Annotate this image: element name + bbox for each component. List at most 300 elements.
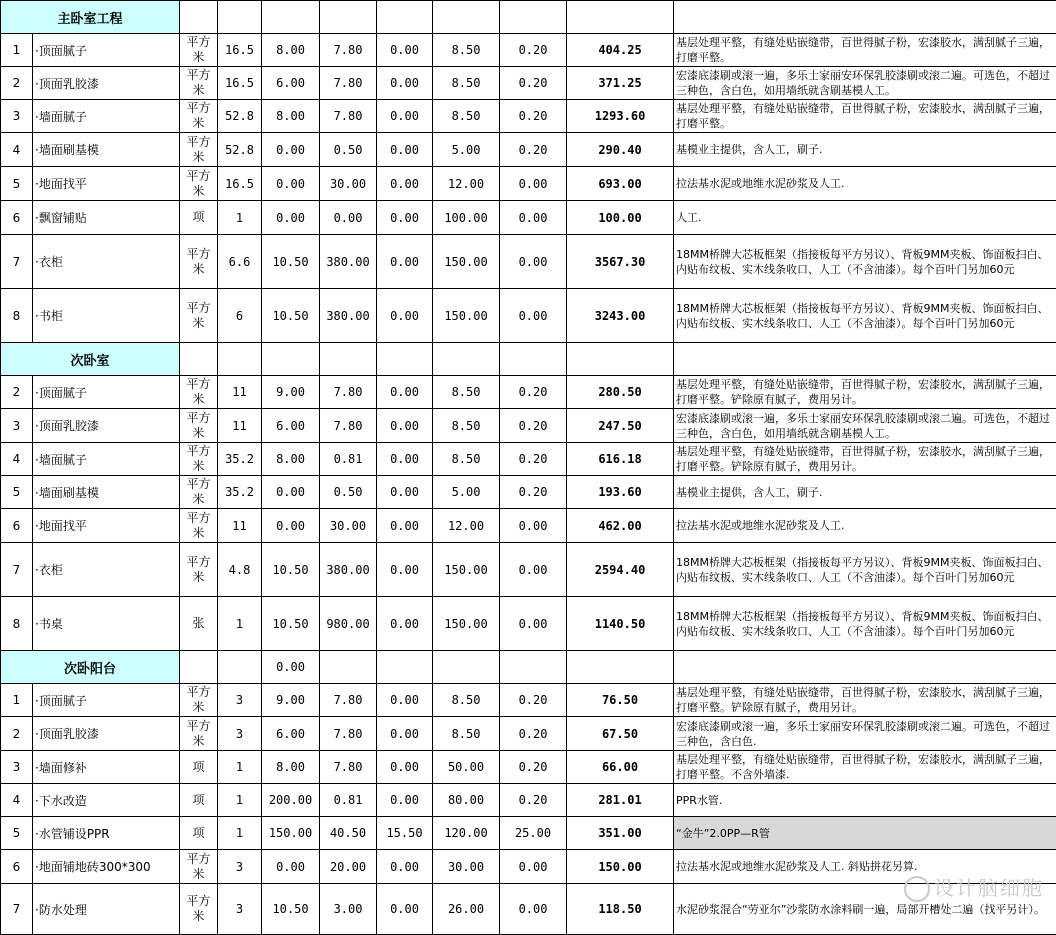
cell-c3: 0.00: [377, 67, 433, 100]
section-title: 次卧室: [1, 343, 180, 376]
cell-note: 18MM桥牌大芯板框架（指接板每平方另议）、背板9MM夹板、饰面板扫白、内贴布纹板、实木线条收口、人工（不含油漆）。每个百叶门另加60元: [674, 289, 1056, 343]
cell-note: 基模业主提供，含人工，刷子.: [674, 133, 1056, 167]
section-header-row: [1, 343, 1056, 376]
cell-c3: 0.00: [377, 235, 433, 289]
table-row: [1, 409, 1056, 443]
cell-c4: 8.50: [433, 67, 500, 100]
cell-c5: 0.00: [500, 850, 567, 884]
cell-unit: 平方米: [180, 67, 218, 100]
cell-total: 193.60: [567, 476, 674, 509]
cell-c1: 6.00: [262, 717, 320, 751]
cell-unit: 平方米: [180, 409, 218, 443]
cell-unit: 平方米: [180, 133, 218, 167]
cell-c1: 8.00: [262, 100, 320, 133]
cell-c3: 0.00: [377, 597, 433, 651]
cell-note: 基层处理平整，有缝处贴嵌缝带，百世得腻子粉，宏漆胶水，满刮腻子三遍，打磨平整。不含外墙漆.: [674, 751, 1056, 784]
cell-qty: 1: [218, 751, 262, 784]
section-title: 主卧室工程: [1, 1, 180, 34]
cell-no: 2: [1, 717, 33, 751]
table-row: [1, 235, 1056, 289]
empty-cell: [180, 651, 218, 684]
cell-c2: 7.80: [320, 684, 377, 717]
cell-c5: 0.00: [500, 509, 567, 543]
cell-unit: 平方米: [180, 235, 218, 289]
cell-qty: 1: [218, 201, 262, 235]
cell-qty: 3: [218, 850, 262, 884]
cell-note: 宏漆底漆刷或滚一遍，多乐士家丽安环保乳胶漆刷或滚二遍。可选色，不超过三种色，含白色.: [674, 717, 1056, 751]
cell-c1: 6.00: [262, 67, 320, 100]
cell-name: ·墙面腻子: [33, 443, 180, 476]
table-row: [1, 67, 1056, 100]
cell-qty: 4.8: [218, 543, 262, 597]
cell-c5: 0.20: [500, 784, 567, 817]
cell-c2: 20.00: [320, 850, 377, 884]
section-title: 次卧阳台: [1, 651, 180, 684]
cell-c5: 0.20: [500, 684, 567, 717]
cell-qty: 35.2: [218, 443, 262, 476]
cell-name: ·墙面刷基模: [33, 133, 180, 167]
cell-c4: 8.50: [433, 684, 500, 717]
cell-note: 拉法基水泥或地维水泥砂浆及人工.: [674, 167, 1056, 201]
cell-qty: 3: [218, 884, 262, 935]
cell-unit: 平方米: [180, 476, 218, 509]
cell-total: 76.50: [567, 684, 674, 717]
empty-cell: [377, 1, 433, 34]
cell-c3: 0.00: [377, 717, 433, 751]
cell-no: 6: [1, 509, 33, 543]
cell-total: 1140.50: [567, 597, 674, 651]
cell-qty: 3: [218, 717, 262, 751]
cell-qty: 52.8: [218, 100, 262, 133]
empty-cell: [320, 1, 377, 34]
empty-cell: [500, 343, 567, 376]
cell-c3: 0.00: [377, 884, 433, 935]
cell-c5: 0.00: [500, 235, 567, 289]
cell-qty: 52.8: [218, 133, 262, 167]
cell-total: 371.25: [567, 67, 674, 100]
cell-total: 100.00: [567, 201, 674, 235]
cell-no: 2: [1, 67, 33, 100]
cell-unit: 平方米: [180, 100, 218, 133]
cell-c3: 0.00: [377, 784, 433, 817]
cell-c1: 8.00: [262, 751, 320, 784]
cell-unit: 平方米: [180, 167, 218, 201]
cell-name: ·衣柜: [33, 235, 180, 289]
cell-name: ·墙面腻子: [33, 100, 180, 133]
watermark-text: 设计脑细胞: [934, 876, 1044, 900]
cell-name: ·墙面刷基模: [33, 476, 180, 509]
empty-cell: [674, 1, 1056, 34]
cell-name: ·衣柜: [33, 543, 180, 597]
cell-total: 462.00: [567, 509, 674, 543]
cell-c2: 0.81: [320, 443, 377, 476]
cell-total: 247.50: [567, 409, 674, 443]
cell-unit: 平方米: [180, 34, 218, 67]
cell-note: 18MM桥牌大芯板框架（指接板每平方另议）、背板9MM夹板、饰面板扫白、内贴布纹板、实木线条收口、人工（不含油漆）。每个百叶门另加60元: [674, 543, 1056, 597]
cell-total: 66.00: [567, 751, 674, 784]
cell-no: 7: [1, 543, 33, 597]
cell-name: ·水管铺设PPR: [33, 817, 180, 850]
cell-note: 基层处理平整，有缝处贴嵌缝带，百世得腻子粉，宏漆胶水，满刮腻子三遍，打磨平整。铲除原有腻子，费用另计。: [674, 376, 1056, 409]
cell-c5: 0.20: [500, 717, 567, 751]
table-row: [1, 543, 1056, 597]
cell-c4: 8.50: [433, 376, 500, 409]
cell-unit: 平方米: [180, 543, 218, 597]
cell-c2: 0.00: [320, 201, 377, 235]
cell-c4: 26.00: [433, 884, 500, 935]
cell-total: 67.50: [567, 717, 674, 751]
empty-cell: [218, 343, 262, 376]
cell-c4: 5.00: [433, 133, 500, 167]
cell-c5: 0.00: [500, 597, 567, 651]
cell-c4: 8.50: [433, 34, 500, 67]
cell-c2: 380.00: [320, 235, 377, 289]
cell-unit: 平方米: [180, 376, 218, 409]
cell-c2: 40.50: [320, 817, 377, 850]
cell-name: ·地面找平: [33, 509, 180, 543]
cell-total: 281.01: [567, 784, 674, 817]
cell-c2: 30.00: [320, 167, 377, 201]
cell-no: 8: [1, 597, 33, 651]
cell-c4: 12.00: [433, 167, 500, 201]
cell-c1: 150.00: [262, 817, 320, 850]
cell-name: ·防水处理: [33, 884, 180, 935]
cell-no: 5: [1, 476, 33, 509]
cell-total: 290.40: [567, 133, 674, 167]
watermark: [904, 872, 1044, 903]
cell-note: “金牛”2.0PP—R管: [674, 817, 1056, 850]
cell-qty: 3: [218, 684, 262, 717]
table-row: [1, 597, 1056, 651]
cell-c2: 3.00: [320, 884, 377, 935]
cell-c5: 0.20: [500, 67, 567, 100]
table-row: [1, 100, 1056, 133]
cell-no: 6: [1, 850, 33, 884]
cell-no: 7: [1, 884, 33, 935]
cell-c3: 0.00: [377, 509, 433, 543]
cell-total: 1293.60: [567, 100, 674, 133]
section-extra-value: 0.00: [262, 651, 320, 684]
cell-name: ·书桌: [33, 597, 180, 651]
cell-note: 宏漆底漆刷或滚一遍，多乐士家丽安环保乳胶漆刷或滚二遍。可选色，不超过三种色，含白色，如用墙纸就含刷基模人工。: [674, 409, 1056, 443]
cell-no: 3: [1, 751, 33, 784]
cell-qty: 16.5: [218, 67, 262, 100]
table-row: [1, 684, 1056, 717]
cell-c4: 8.50: [433, 443, 500, 476]
cell-total: 118.50: [567, 884, 674, 935]
cell-note: 基层处理平整，有缝处贴嵌缝带，百世得腻子粉，宏漆胶水，满刮腻子三遍，打磨平整。铲除原有腻子，费用另计。: [674, 684, 1056, 717]
cell-qty: 11: [218, 376, 262, 409]
cell-c2: 980.00: [320, 597, 377, 651]
wechat-logo-icon: [904, 876, 930, 902]
cell-c4: 150.00: [433, 235, 500, 289]
cell-c1: 9.00: [262, 376, 320, 409]
empty-cell: [218, 1, 262, 34]
table-row: [1, 509, 1056, 543]
cell-no: 4: [1, 784, 33, 817]
cell-c1: 8.00: [262, 443, 320, 476]
cell-note: 拉法基水泥或地维水泥砂浆及人工. 斜贴拼花另算.: [674, 850, 1056, 884]
cell-c3: 0.00: [377, 167, 433, 201]
cell-unit: 平方米: [180, 850, 218, 884]
cell-c2: 7.80: [320, 100, 377, 133]
cell-note: 基层处理平整，有缝处贴嵌缝带，百世得腻子粉，宏漆胶水，满刮腻子三遍，打磨平整。: [674, 100, 1056, 133]
cell-c1: 10.50: [262, 543, 320, 597]
table-row: [1, 376, 1056, 409]
table-row: [1, 443, 1056, 476]
cell-c1: 6.00: [262, 409, 320, 443]
empty-cell: [218, 651, 262, 684]
cell-c1: 0.00: [262, 167, 320, 201]
table-row: [1, 751, 1056, 784]
empty-cell: [500, 651, 567, 684]
cell-c4: 150.00: [433, 597, 500, 651]
cell-no: 5: [1, 167, 33, 201]
cell-unit: 项: [180, 817, 218, 850]
cell-c4: 8.50: [433, 100, 500, 133]
cell-c4: 50.00: [433, 751, 500, 784]
cell-qty: 1: [218, 597, 262, 651]
empty-cell: [433, 651, 500, 684]
table-row: [1, 850, 1056, 884]
cell-qty: 6: [218, 289, 262, 343]
cell-total: 2594.40: [567, 543, 674, 597]
cell-c4: 120.00: [433, 817, 500, 850]
cell-name: ·顶面乳胶漆: [33, 717, 180, 751]
cell-note: 基模业主提供，含人工，刷子.: [674, 476, 1056, 509]
cell-note: 拉法基水泥或地维水泥砂浆及人工.: [674, 509, 1056, 543]
cell-total: 616.18: [567, 443, 674, 476]
empty-cell: [674, 651, 1056, 684]
cell-total: 3243.00: [567, 289, 674, 343]
empty-cell: [674, 343, 1056, 376]
cell-no: 2: [1, 376, 33, 409]
cell-c4: 100.00: [433, 201, 500, 235]
cell-unit: 项: [180, 751, 218, 784]
cell-c5: 0.00: [500, 543, 567, 597]
section-extra-value: [262, 1, 320, 34]
cell-c2: 0.81: [320, 784, 377, 817]
cell-total: 693.00: [567, 167, 674, 201]
cell-c4: 30.00: [433, 850, 500, 884]
table-row: [1, 476, 1056, 509]
cell-c2: 7.80: [320, 409, 377, 443]
cell-total: 404.25: [567, 34, 674, 67]
cell-c4: 5.00: [433, 476, 500, 509]
cell-c1: 10.50: [262, 597, 320, 651]
cell-c5: 0.00: [500, 201, 567, 235]
cell-no: 4: [1, 133, 33, 167]
cell-c2: 0.50: [320, 476, 377, 509]
cell-c3: 0.00: [377, 476, 433, 509]
cell-c2: 7.80: [320, 376, 377, 409]
cell-name: ·下水改造: [33, 784, 180, 817]
empty-cell: [500, 1, 567, 34]
cell-c3: 0.00: [377, 684, 433, 717]
cell-unit: 平方米: [180, 717, 218, 751]
cell-c5: 25.00: [500, 817, 567, 850]
cell-unit: 张: [180, 597, 218, 651]
cell-unit: 平方米: [180, 443, 218, 476]
cell-c1: 0.00: [262, 201, 320, 235]
cell-c3: 0.00: [377, 443, 433, 476]
table-row: [1, 201, 1056, 235]
cell-c5: 0.00: [500, 167, 567, 201]
cell-note: 18MM桥牌大芯板框架（指接板每平方另议）、背板9MM夹板、饰面板扫白、内贴布纹板、实木线条收口、人工（不含油漆）。每个百叶门另加60元: [674, 597, 1056, 651]
cell-c5: 0.20: [500, 133, 567, 167]
cell-name: ·顶面腻子: [33, 376, 180, 409]
cell-c2: 7.80: [320, 34, 377, 67]
section-header-row: [1, 651, 1056, 684]
empty-cell: [180, 1, 218, 34]
cell-unit: 项: [180, 784, 218, 817]
cell-no: 1: [1, 684, 33, 717]
cell-unit: 平方米: [180, 684, 218, 717]
table-row: [1, 133, 1056, 167]
cell-c1: 0.00: [262, 133, 320, 167]
cell-note: 18MM桥牌大芯板框架（指接板每平方另议）、背板9MM夹板、饰面板扫白、内贴布纹板、实木线条收口、人工（不含油漆）。每个百叶门另加60元: [674, 235, 1056, 289]
cell-c4: 12.00: [433, 509, 500, 543]
cell-c5: 0.20: [500, 34, 567, 67]
cell-qty: 11: [218, 509, 262, 543]
table-row: [1, 817, 1056, 850]
empty-cell: [567, 651, 674, 684]
empty-cell: [377, 343, 433, 376]
table-row: [1, 717, 1056, 751]
empty-cell: [567, 343, 674, 376]
cell-qty: 11: [218, 409, 262, 443]
table-row: [1, 167, 1056, 201]
cell-no: 7: [1, 235, 33, 289]
cell-no: 4: [1, 443, 33, 476]
cell-c3: 0.00: [377, 376, 433, 409]
cell-no: 1: [1, 34, 33, 67]
empty-cell: [320, 651, 377, 684]
cell-c4: 150.00: [433, 543, 500, 597]
table-row: [1, 34, 1056, 67]
empty-cell: [433, 343, 500, 376]
cell-c5: 0.20: [500, 476, 567, 509]
cell-c2: 7.80: [320, 717, 377, 751]
cell-unit: 项: [180, 201, 218, 235]
cell-note: 水泥砂浆混合“劳亚尔”沙浆防水涂料刷一遍，局部开槽处二遍（找平另计）。: [674, 884, 1056, 935]
cell-c3: 0.00: [377, 751, 433, 784]
cell-c1: 0.00: [262, 509, 320, 543]
cell-no: 5: [1, 817, 33, 850]
cell-c2: 380.00: [320, 543, 377, 597]
cell-name: ·顶面乳胶漆: [33, 67, 180, 100]
cell-name: ·飘窗铺贴: [33, 201, 180, 235]
cell-name: ·地面铺地砖300*300: [33, 850, 180, 884]
section-extra-value: [262, 343, 320, 376]
cell-no: 8: [1, 289, 33, 343]
empty-cell: [377, 651, 433, 684]
cell-c2: 7.80: [320, 751, 377, 784]
cell-qty: 35.2: [218, 476, 262, 509]
cell-total: 280.50: [567, 376, 674, 409]
cell-qty: 16.5: [218, 167, 262, 201]
cell-c5: 0.20: [500, 443, 567, 476]
cell-c5: 0.20: [500, 751, 567, 784]
cell-c4: 150.00: [433, 289, 500, 343]
cell-c3: 0.00: [377, 34, 433, 67]
cell-c1: 0.00: [262, 850, 320, 884]
cell-no: 6: [1, 201, 33, 235]
section-header-row: [1, 1, 1056, 34]
table-row: [1, 884, 1056, 935]
cell-c1: 200.00: [262, 784, 320, 817]
cell-total: 150.00: [567, 850, 674, 884]
cell-name: ·顶面腻子: [33, 684, 180, 717]
cell-unit: 平方米: [180, 509, 218, 543]
cell-qty: 1: [218, 784, 262, 817]
table-row: [1, 289, 1056, 343]
cell-total: 351.00: [567, 817, 674, 850]
cell-qty: 16.5: [218, 34, 262, 67]
cell-c5: 0.20: [500, 376, 567, 409]
cell-c2: 30.00: [320, 509, 377, 543]
cell-c3: 15.50: [377, 817, 433, 850]
cell-c1: 10.50: [262, 884, 320, 935]
cell-name: ·地面找平: [33, 167, 180, 201]
cell-no: 3: [1, 100, 33, 133]
cell-c3: 0.00: [377, 543, 433, 597]
cell-c3: 0.00: [377, 850, 433, 884]
cell-note: 人工.: [674, 201, 1056, 235]
cell-note: 基层处理平整，有缝处贴嵌缝带，百世得腻子粉，宏漆胶水，满刮腻子三遍，打磨平整。: [674, 34, 1056, 67]
cell-c5: 0.20: [500, 409, 567, 443]
cell-c5: 0.00: [500, 289, 567, 343]
cell-c4: 80.00: [433, 784, 500, 817]
table-row: [1, 784, 1056, 817]
cell-c4: 8.50: [433, 409, 500, 443]
cell-c1: 9.00: [262, 684, 320, 717]
cell-c3: 0.00: [377, 100, 433, 133]
empty-cell: [567, 1, 674, 34]
cell-total: 3567.30: [567, 235, 674, 289]
cell-c1: 0.00: [262, 476, 320, 509]
cell-note: 宏漆底漆刷或滚一遍，多乐士家丽安环保乳胶漆刷或滚二遍。可选色，不超过三种色，含白色，如用墙纸就含刷基模人工。: [674, 67, 1056, 100]
cell-c5: 0.00: [500, 884, 567, 935]
cell-note: PPR水管.: [674, 784, 1056, 817]
cell-c2: 7.80: [320, 67, 377, 100]
cell-c1: 10.50: [262, 289, 320, 343]
cell-c1: 8.00: [262, 34, 320, 67]
cell-name: ·顶面腻子: [33, 34, 180, 67]
cell-qty: 6.6: [218, 235, 262, 289]
empty-cell: [180, 343, 218, 376]
cell-c3: 0.00: [377, 133, 433, 167]
cell-name: ·墙面修补: [33, 751, 180, 784]
cell-name: ·顶面乳胶漆: [33, 409, 180, 443]
cell-c3: 0.00: [377, 289, 433, 343]
empty-cell: [433, 1, 500, 34]
cell-qty: 1: [218, 817, 262, 850]
cell-c2: 0.50: [320, 133, 377, 167]
cell-c4: 8.50: [433, 717, 500, 751]
cell-unit: 平方米: [180, 289, 218, 343]
cell-c3: 0.00: [377, 409, 433, 443]
cell-unit: 平方米: [180, 884, 218, 935]
cell-c1: 10.50: [262, 235, 320, 289]
cell-c2: 380.00: [320, 289, 377, 343]
cell-note: 基层处理平整，有缝处贴嵌缝带，百世得腻子粉，宏漆胶水，满刮腻子三遍，打磨平整。铲除原有腻子，费用另计。: [674, 443, 1056, 476]
cell-name: ·书柜: [33, 289, 180, 343]
empty-cell: [320, 343, 377, 376]
cell-no: 3: [1, 409, 33, 443]
cell-c5: 0.20: [500, 100, 567, 133]
cell-c3: 0.00: [377, 201, 433, 235]
